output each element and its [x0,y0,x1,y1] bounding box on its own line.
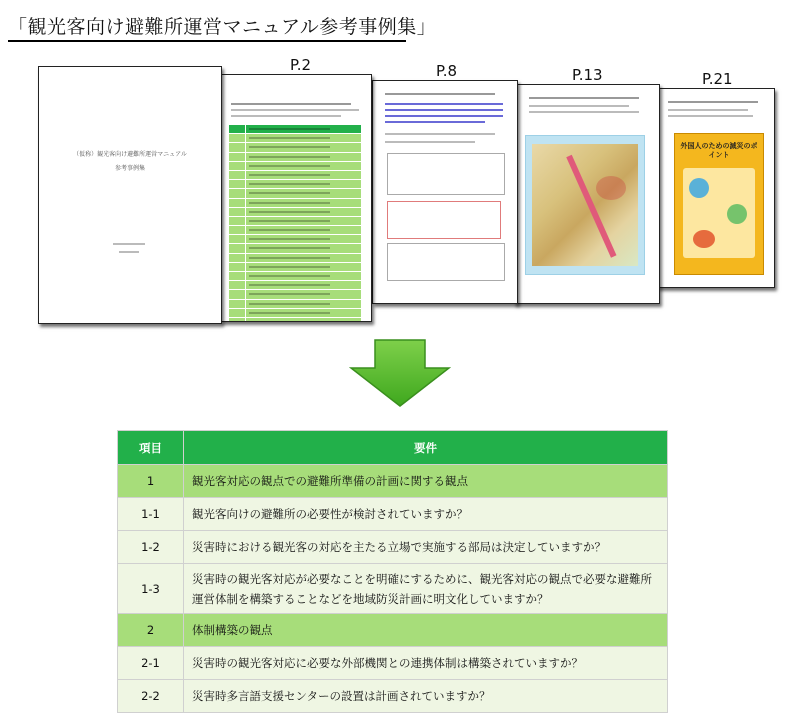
table-row [118,498,668,531]
table-row [118,564,668,614]
page-thumbnail-p2 [220,74,372,322]
mini-checklist-table [229,125,361,322]
table-row [118,531,668,564]
down-arrow-icon [349,338,451,408]
header-item: 項目 [118,431,184,465]
hazard-map [525,135,645,275]
header-requirement: 要件 [184,431,668,465]
cover-title: （仮称）観光客向け避難所運営マニュアル [73,151,187,158]
cover-subtitle: 参考事例集 [114,165,145,172]
table-row [118,680,668,713]
row-text: 災害時の観光客対応が必要なことを明確にするために、観光客対応の観点で必要な避難所運営体制を構築することなどを地域防災計画に明文化していますか？ [184,564,668,614]
row-text: 観光客対応の観点での避難所準備の計画に関する観点 [184,465,668,498]
row-number: 1 [118,465,184,498]
row-number: 1-1 [118,498,184,531]
row-number: 2 [118,614,184,647]
page-label-p21: P.21 [702,70,733,88]
page-label-p8: P.8 [436,62,458,80]
row-text: 体制構築の観点 [184,614,668,647]
page-label-p13: P.13 [572,66,603,84]
poster-title: 外国人のための減災のポイント [680,142,758,159]
page-label-p2: P.2 [290,56,312,74]
row-text: 災害時の観光客対応に必要な外部機関との連携体制は構築されていますか？ [184,647,668,680]
table-row [118,647,668,680]
table-header-row [118,431,668,465]
page-thumbnail-p8 [372,80,518,304]
row-number: 2-1 [118,647,184,680]
row-number: 2-2 [118,680,184,713]
row-text: 災害時における観光客の対応を主たる立場で実施する部局は決定していますか？ [184,531,668,564]
row-number: 1-2 [118,531,184,564]
row-text: 観光客向けの避難所の必要性が検討されていますか？ [184,498,668,531]
document-title: 「観光客向け避難所運営マニュアル参考事例集」 [8,16,437,38]
requirements-table [117,430,668,713]
page-thumbnail-p13 [514,84,660,304]
row-number: 1-3 [118,564,184,614]
page-thumbnail-cover [38,66,222,324]
table-row [118,465,668,498]
table-row [118,614,668,647]
disaster-poster [674,133,764,275]
highlight-box [387,201,501,239]
row-text: 災害時多言語支援センターの設置は計画されていますか？ [184,680,668,713]
title-underline [8,40,406,42]
page-thumbnail-p21 [657,88,775,288]
